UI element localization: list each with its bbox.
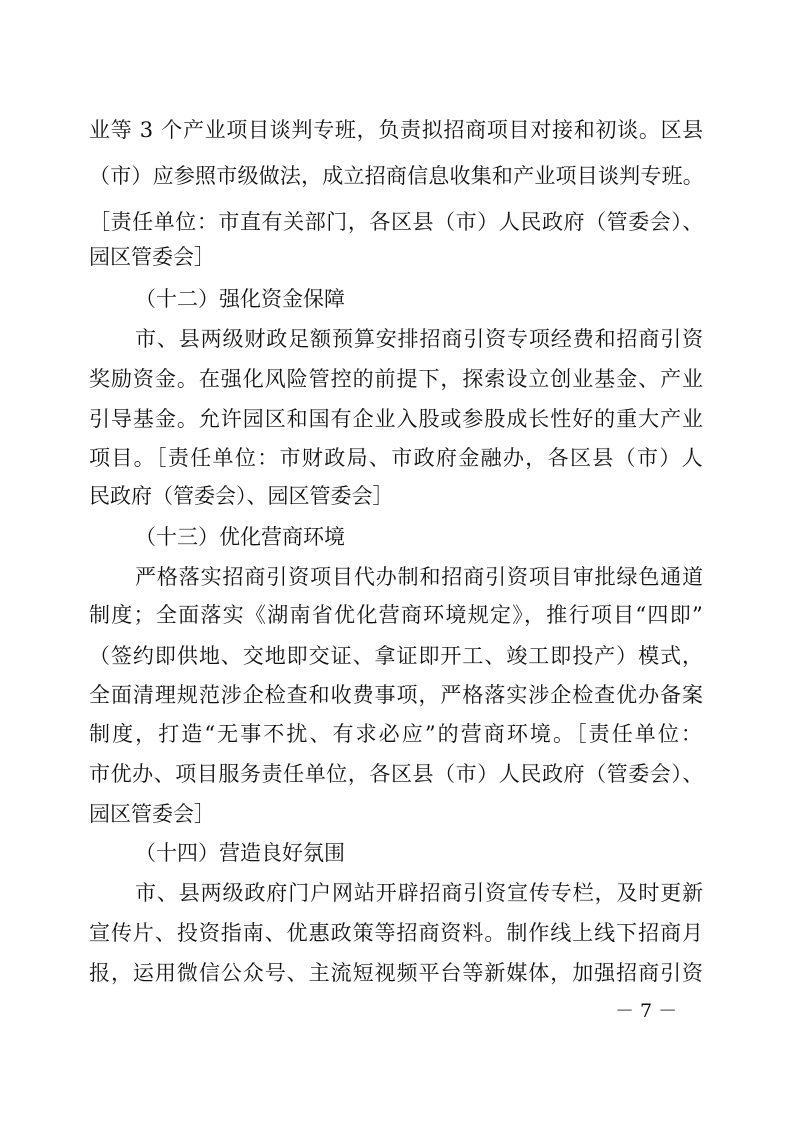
- section-heading-13: [0, 522, 793, 552]
- line-text: 报，运用微信公众号、主流短视频平台等新媒体，加强招商引资: [89, 961, 704, 985]
- section-heading-14: [0, 838, 793, 868]
- paragraph-line: [0, 443, 793, 473]
- paragraph-line: [0, 207, 793, 237]
- line-text: ［责任单位：市直有关部门，各区县（市）人民政府（管委会）、: [89, 210, 704, 234]
- line-text: 奖励资金。在强化风险管控的前提下，探索设立创业基金、产业: [89, 367, 704, 391]
- heading-text: （十二）强化资金保障: [135, 287, 345, 311]
- line-text: 园区管委会］: [89, 245, 215, 269]
- line-text: 市、县两级财政足额预算安排招商引资专项经费和招商引资: [135, 327, 704, 351]
- paragraph-line: [0, 364, 793, 394]
- paragraph-line: [0, 759, 793, 789]
- line-text: （签约即供地、交地即交证、拿证即开工、竣工即投产）模式，: [89, 644, 704, 668]
- line-text: 制度，打造“无事不扰、有求必应”的营商环境。［责任单位：: [89, 722, 704, 746]
- paragraph-line: [0, 719, 793, 749]
- section-heading-12: [0, 284, 793, 314]
- paragraph-line: [0, 324, 793, 354]
- heading-text: （十三）优化营商环境: [135, 525, 345, 549]
- paragraph-line: [0, 680, 793, 710]
- paragraph-line: [0, 600, 793, 630]
- line-text: 制度；全面落实《湖南省优化营商环境规定》，推行项目“四即”: [89, 603, 704, 627]
- line-text: 民政府（管委会）、园区管委会］: [89, 484, 394, 508]
- paragraph-line: [0, 481, 793, 511]
- paragraph-line: [0, 404, 793, 434]
- line-text: （市）应参照市级做法，成立招商信息收集和产业项目谈判专班。: [89, 164, 704, 188]
- heading-text: （十四）营造良好氛围: [135, 841, 345, 865]
- line-text: 引导基金。允许园区和国有企业入股或参股成长性好的重大产业: [89, 407, 704, 431]
- paragraph-line: [0, 958, 793, 988]
- line-text: 严格落实招商引资项目代办制和招商引资项目审批绿色通道: [135, 565, 704, 589]
- paragraph-line: [0, 242, 793, 272]
- line-text: 宣传片、投资指南、优惠政策等招商资料。制作线上线下招商月: [89, 921, 704, 945]
- paragraph-line: [0, 161, 793, 191]
- line-text: 业等 3 个产业项目谈判专班，负责拟招商项目对接和初谈。区县: [89, 118, 704, 142]
- paragraph-line: [0, 641, 793, 671]
- paragraph-line: [0, 562, 793, 592]
- paragraph-line: [0, 878, 793, 908]
- line-text: 市、县两级政府门户网站开辟招商引资宣传专栏，及时更新: [135, 881, 704, 905]
- paragraph-line: [0, 115, 793, 145]
- paragraph-line: [0, 918, 793, 948]
- line-text: 全面清理规范涉企检查和收费事项，严格落实涉企检查优办备案: [89, 683, 704, 707]
- line-text: 市优办、项目服务责任单位，各区县（市）人民政府（管委会）、: [89, 762, 704, 786]
- paragraph-line: [0, 799, 793, 829]
- line-text: 园区管委会］: [89, 802, 215, 826]
- line-text: 项目。［责任单位：市财政局、市政府金融办，各区县（市）人: [89, 446, 704, 470]
- page-number: － 7 －: [615, 1000, 678, 1022]
